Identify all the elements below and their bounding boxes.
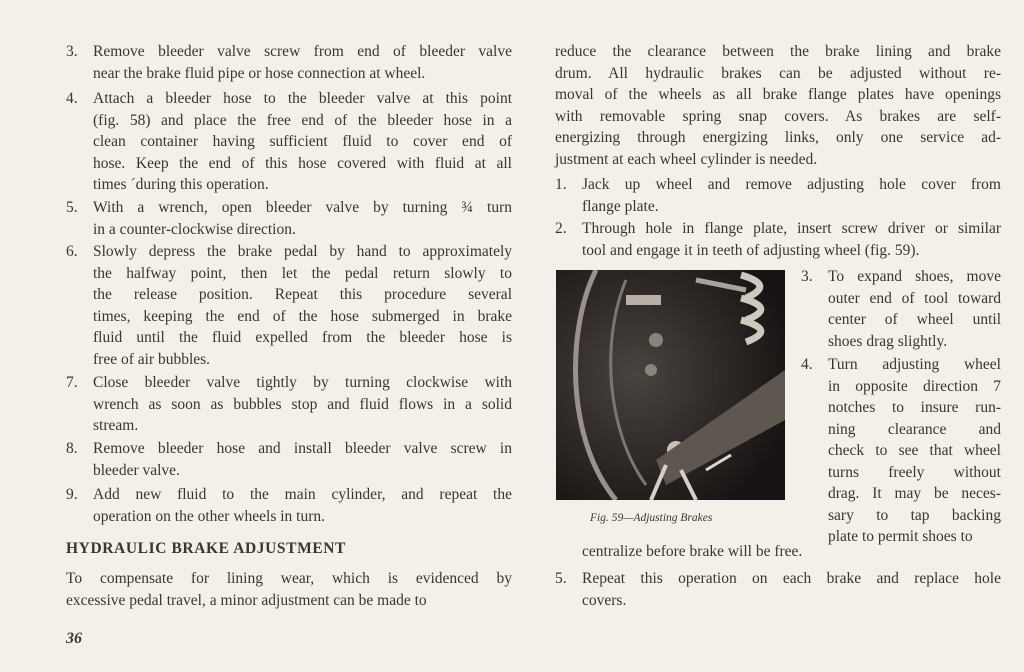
text-line: center of wheel until <box>828 311 1001 328</box>
text-line: excessive pedal travel, a minor adjustment can be made to <box>66 591 427 609</box>
text-line: Jack up wheel and remove adjusting hole cover from <box>582 176 1001 193</box>
figure-adjusting-brakes-photo <box>556 270 785 500</box>
list-number: 4. <box>66 90 78 107</box>
text-line: moval of the wheels as all brake flange plates have openings <box>555 86 1001 103</box>
figure-caption: Fig. 59—Adjusting Brakes <box>590 512 713 524</box>
list-number: 3. <box>801 268 813 285</box>
text-line: ning clearance and <box>828 420 1001 438</box>
text-line: in opposite direction 7 <box>828 377 1001 395</box>
text-line: reduce the clearance between the brake lining and brake <box>555 43 1001 60</box>
text-line: fluid until the fluid expelled from the bleeder hose is <box>93 329 512 346</box>
text-line: Turn adjusting wheel <box>828 356 1001 373</box>
text-line: near the brake fluid pipe or hose connection at wheel. <box>93 64 426 82</box>
text-line: clean container having sufficient fluid to cover end of <box>93 133 512 150</box>
section-heading: HYDRAULIC BRAKE ADJUSTMENT <box>66 540 346 557</box>
text-line: times, keeping the end of the hose submerged in brake <box>93 307 512 325</box>
list-number: 1. <box>555 176 567 193</box>
text-line: (fig. 58) and place the free end of the bleeder hose in a <box>93 111 512 129</box>
text-line: shoes drag slightly. <box>828 332 948 350</box>
text-line: drum. All hydraulic brakes can be adjusted without re- <box>555 64 1001 82</box>
text-line: the release position. Repeat this procedure several <box>93 286 512 303</box>
text-line: with removable spring snap covers. As brakes are self- <box>555 107 1001 125</box>
text-line: Attach a bleeder hose to the bleeder valve at this point <box>93 90 512 107</box>
list-number: 6. <box>66 243 78 260</box>
text-line: centralize before brake will be free. <box>582 543 803 560</box>
text-line: free of air bubbles. <box>93 350 211 368</box>
text-line: To expand shoes, move <box>828 268 1001 285</box>
list-number: 5. <box>66 199 78 216</box>
text-line: the halfway point, then let the pedal return slowly to <box>93 264 512 282</box>
text-line: in a counter-clockwise direction. <box>93 220 296 238</box>
text-line: wrench as soon as bubbles stop and fluid flows in a solid <box>93 395 512 413</box>
text-line: times ´during this operation. <box>93 176 269 193</box>
list-number: 7. <box>66 374 78 391</box>
text-line: Slowly depress the brake pedal by hand to approximately <box>93 243 512 260</box>
text-line: covers. <box>582 591 627 609</box>
list-number: 5. <box>555 570 567 587</box>
text-line: energizing through energizing links, only one service ad- <box>555 129 1001 146</box>
text-line: plate to permit shoes to <box>828 528 973 545</box>
text-line: Add new fluid to the main cylinder, and repeat the <box>93 486 512 503</box>
list-number: 4. <box>801 356 813 373</box>
text-line: flange plate. <box>582 197 659 215</box>
text-line: outer end of tool toward <box>828 289 1001 307</box>
text-line: operation on the other wheels in turn. <box>93 507 326 525</box>
text-line: justment at each wheel cylinder is needed. <box>555 150 818 168</box>
text-line: turns freely without <box>828 463 1001 481</box>
text-line: notches to insure run- <box>828 399 1001 416</box>
text-line: Repeat this operation on each brake and replace hole <box>582 570 1001 587</box>
text-line: bleeder valve. <box>93 461 180 479</box>
text-line: Close bleeder valve tightly by turning clockwise with <box>93 374 512 391</box>
text-line: drag. It may be neces- <box>828 485 1001 502</box>
text-line: stream. <box>93 417 139 434</box>
text-line: sary to tap backing <box>828 506 1001 524</box>
text-line: hose. Keep the end of this hose covered with fluid at all <box>93 154 512 172</box>
list-number: 8. <box>66 440 78 457</box>
text-line: To compensate for lining wear, which is evidenced by <box>66 570 512 587</box>
text-line: Remove bleeder hose and install bleeder valve screw in <box>93 440 512 457</box>
text-line: With a wrench, open bleeder valve by turning ¾ turn <box>93 199 512 216</box>
list-number: 3. <box>66 43 78 60</box>
text-line: Remove bleeder valve screw from end of bleeder valve <box>93 43 512 60</box>
page-number: 36 <box>66 630 82 647</box>
list-number: 2. <box>555 220 567 237</box>
text-line: Through hole in flange plate, insert screw driver or similar <box>582 220 1001 237</box>
list-number: 9. <box>66 486 78 503</box>
text-line: tool and engage it in teeth of adjusting wheel (fig. 59). <box>582 241 920 259</box>
text-line: check to see that wheel <box>828 442 1001 459</box>
